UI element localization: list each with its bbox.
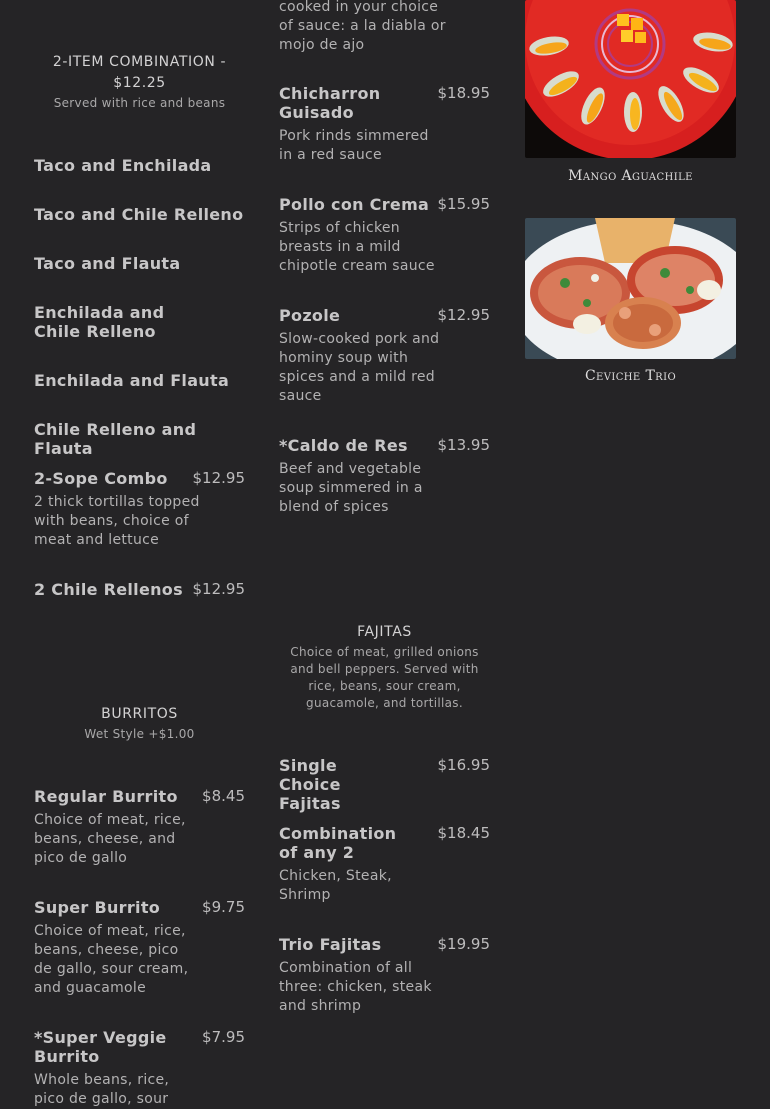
mango-aguachile-photo — [525, 0, 736, 158]
item-price: $12.95 — [192, 580, 245, 598]
item-name: Taco and Chile Relleno — [34, 205, 244, 224]
item-price: $9.75 — [202, 898, 245, 916]
item-name: 2-Sope Combo — [34, 469, 168, 488]
item-name: Trio Fajitas — [279, 935, 382, 954]
burritos-subtitle: Wet Style +$1.00 — [84, 727, 195, 741]
item-name: Taco and Flauta — [34, 254, 181, 273]
menu-item — [279, 195, 490, 276]
menu-item — [34, 156, 245, 175]
item-name: Single Choice Fajitas — [279, 756, 341, 813]
menu-item — [34, 420, 245, 458]
item-price: $15.95 — [437, 195, 490, 213]
menu-item — [279, 756, 490, 813]
item-name: Enchilada and Chile Relleno — [34, 303, 165, 341]
item-price: $7.95 — [202, 1028, 245, 1046]
combo-section-header — [34, 52, 245, 112]
item-price: $12.95 — [437, 306, 490, 324]
item-price: $8.45 — [202, 787, 245, 805]
item-name: Pozole — [279, 306, 341, 325]
burritos-section-header — [34, 704, 245, 743]
item-price: $18.45 — [437, 824, 490, 842]
item-price: $12.95 — [192, 469, 245, 487]
item-name: *Super Veggie Burrito — [34, 1028, 167, 1066]
menu-item — [34, 580, 245, 599]
item-name: Chile Relleno and Flauta — [34, 420, 197, 458]
menu-item — [34, 371, 245, 390]
ceviche-trio-photo — [525, 218, 736, 359]
item-description: Choice of meat, rice, beans, cheese, pico de gallo, sour cream, and guacamole — [34, 923, 189, 996]
fajitas-title: FAJITAS — [357, 624, 412, 640]
item-description: Choice of meat, rice, beans, cheese, and pico de gallo — [34, 812, 186, 866]
item-name: Pollo con Crema — [279, 195, 430, 214]
menu-item — [34, 787, 245, 868]
item-description: Chicken, Steak, Shrimp — [279, 868, 392, 903]
item-name: Super Burrito — [34, 898, 161, 917]
item-price: $19.95 — [437, 935, 490, 953]
menu-item — [279, 436, 490, 517]
photo-caption: Ceviche Trio — [584, 368, 677, 384]
item-description: 2 thick tortillas topped with beans, choice of meat and lettuce — [34, 494, 200, 548]
combo-subtitle: Served with rice and beans — [53, 96, 226, 110]
photo-caption: Mango Aguachile — [568, 168, 693, 184]
menu-item — [34, 469, 245, 550]
item-name: 2 Chile Rellenos — [34, 580, 183, 599]
item-description-continued: cooked in your choice of sauce: a la diabla or mojo de ajo — [279, 0, 446, 53]
burritos-title: BURRITOS — [101, 706, 178, 722]
item-name: *Caldo de Res — [279, 436, 408, 455]
item-description: Whole beans, rice, pico de gallo, sour — [34, 1072, 170, 1107]
item-description: Beef and vegetable soup simmered in a blend of spices — [279, 461, 423, 515]
item-description: Slow-cooked pork and hominy soup with spices and a mild red sauce — [279, 331, 440, 404]
item-price: $13.95 — [437, 436, 490, 454]
menu-item — [34, 898, 245, 998]
item-name: Combination of any 2 — [279, 824, 397, 862]
menu-item — [34, 205, 245, 224]
menu-item — [34, 1028, 245, 1109]
item-name: Regular Burrito — [34, 787, 178, 806]
item-name: Taco and Enchilada — [34, 156, 212, 175]
combo-title: 2-ITEM COMBINATION - $12.25 — [52, 54, 227, 91]
menu-item — [34, 303, 245, 341]
menu-item — [34, 254, 245, 273]
item-price: $16.95 — [437, 756, 490, 774]
fajitas-section-header — [279, 622, 490, 712]
menu-item — [279, 824, 490, 905]
item-description: Strips of chicken breasts in a mild chipotle cream sauce — [279, 220, 435, 274]
menu-item — [279, 84, 490, 165]
menu-item — [279, 935, 490, 1016]
item-description: Pork rinds simmered in a red sauce — [279, 128, 429, 163]
item-price: $18.95 — [437, 84, 490, 102]
item-name: Chicharron Guisado — [279, 84, 381, 122]
menu-item — [279, 306, 490, 406]
item-name: Enchilada and Flauta — [34, 371, 230, 390]
item-description: Combination of all three: chicken, steak and shrimp — [279, 960, 432, 1014]
fajitas-subtitle: Choice of meat, grilled onions and bell peppers. Served with rice, beans, sour cream, guacamole, and tortillas. — [290, 645, 479, 710]
